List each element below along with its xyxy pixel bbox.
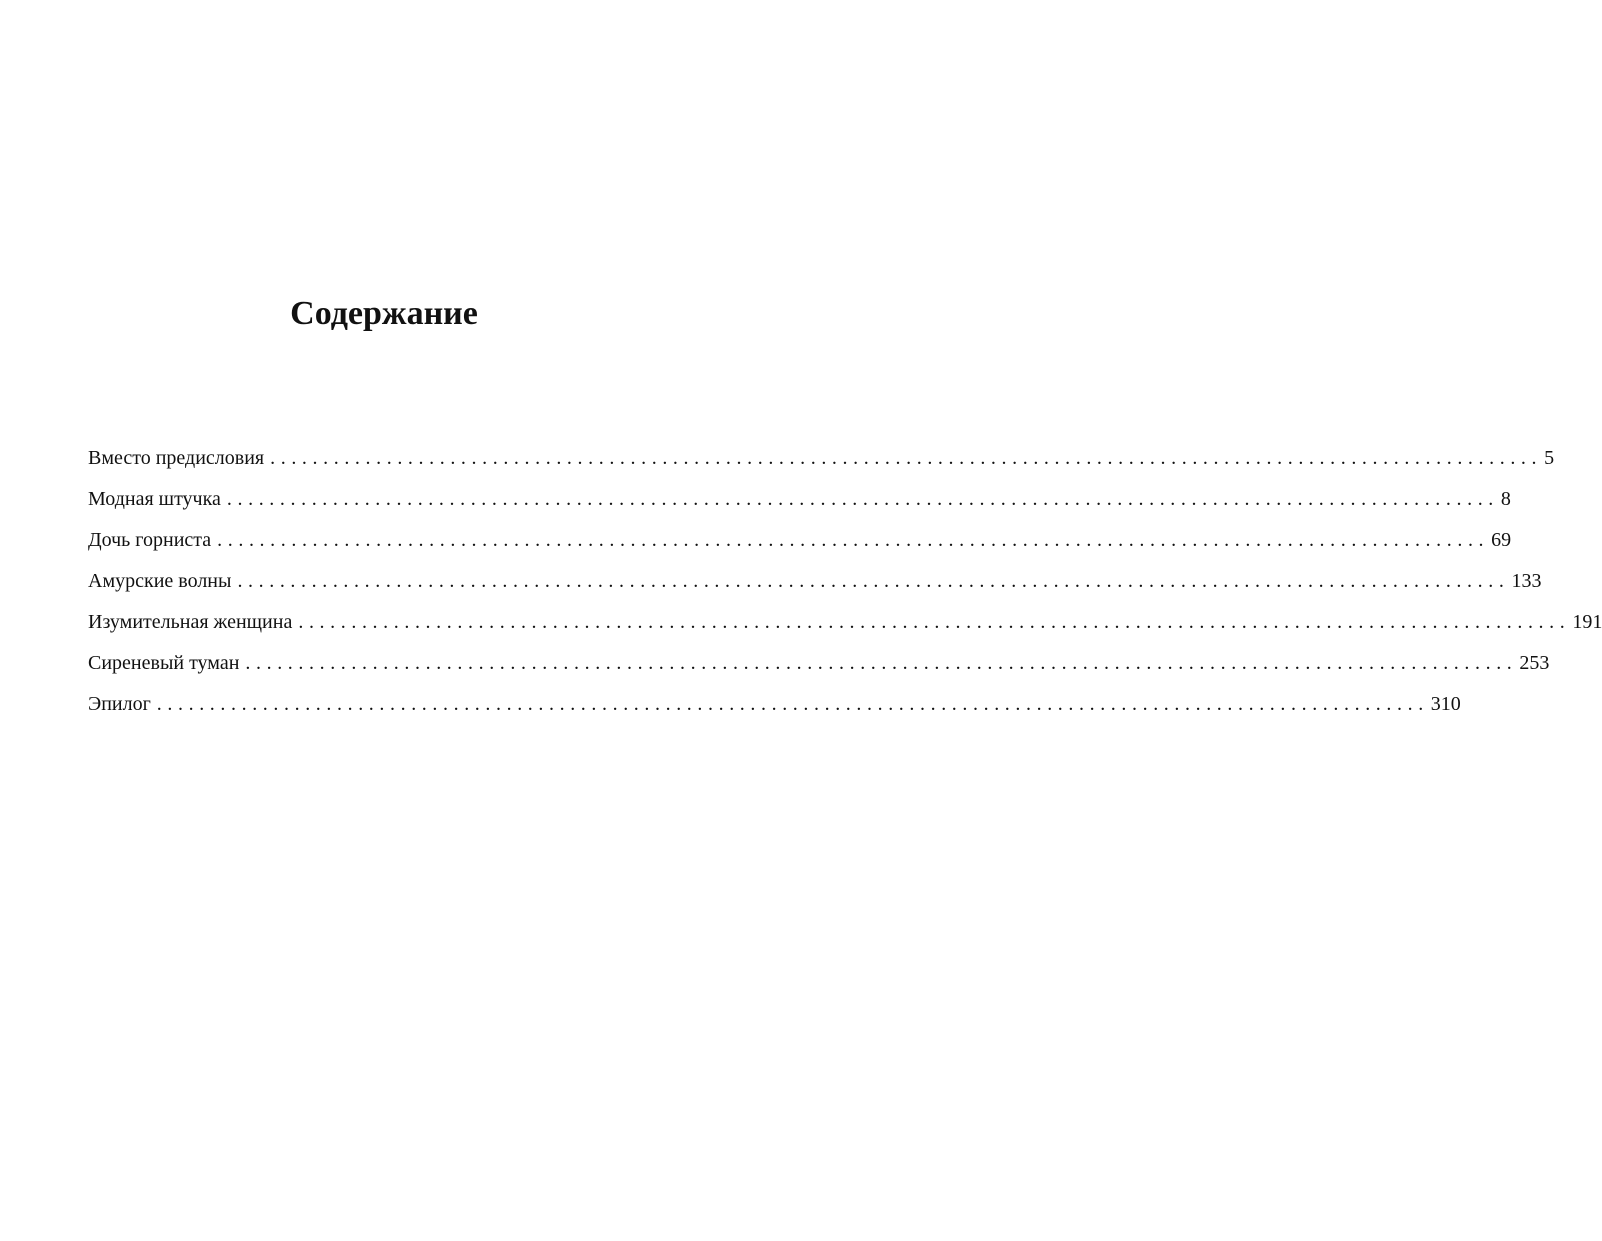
toc-entry[interactable] [88, 649, 1550, 690]
toc-entry[interactable] [88, 608, 1602, 649]
toc-dot-leader: ........................................................................................................................ [237, 570, 1510, 592]
toc-entry[interactable] [88, 444, 1555, 485]
toc-entry-label: Дочь горниста [88, 529, 212, 551]
toc-entry[interactable] [88, 526, 1512, 567]
page-title: Содержание [290, 295, 478, 332]
toc-entry[interactable] [88, 567, 1542, 608]
toc-entry-label: Модная штучка [88, 488, 221, 510]
toc-entry-label: Амурские волны [88, 570, 232, 592]
toc-entry-page: 253 [1519, 652, 1550, 674]
toc-entry-label: Эпилог [88, 693, 151, 715]
toc-entry-page: 69 [1491, 529, 1512, 551]
toc-entry[interactable] [88, 485, 1511, 526]
toc-entry[interactable] [88, 690, 1461, 731]
toc-dot-leader: ........................................................................................................................ [298, 611, 1571, 633]
toc-entry-page: 191 [1572, 611, 1602, 633]
toc-entry-page: 5 [1544, 447, 1555, 469]
toc-entry-label: Изумительная женщина [88, 611, 293, 633]
toc-entry-label: Сиреневый туман [88, 652, 240, 674]
toc-entry-label: Вместо предисловия [88, 447, 265, 469]
toc-dot-leader: ........................................................................................................................ [226, 488, 1499, 510]
toc-dot-leader: ........................................................................................................................ [245, 652, 1518, 674]
toc-dot-leader: ........................................................................................................................ [217, 529, 1490, 551]
toc-dot-leader: ........................................................................................................................ [156, 693, 1429, 715]
toc-entry-page: 133 [1511, 570, 1542, 592]
toc-dot-leader: ........................................................................................................................ [270, 447, 1543, 469]
table-of-contents [88, 444, 1602, 731]
toc-entry-page: 8 [1500, 488, 1511, 510]
toc-entry-page: 310 [1430, 693, 1461, 715]
